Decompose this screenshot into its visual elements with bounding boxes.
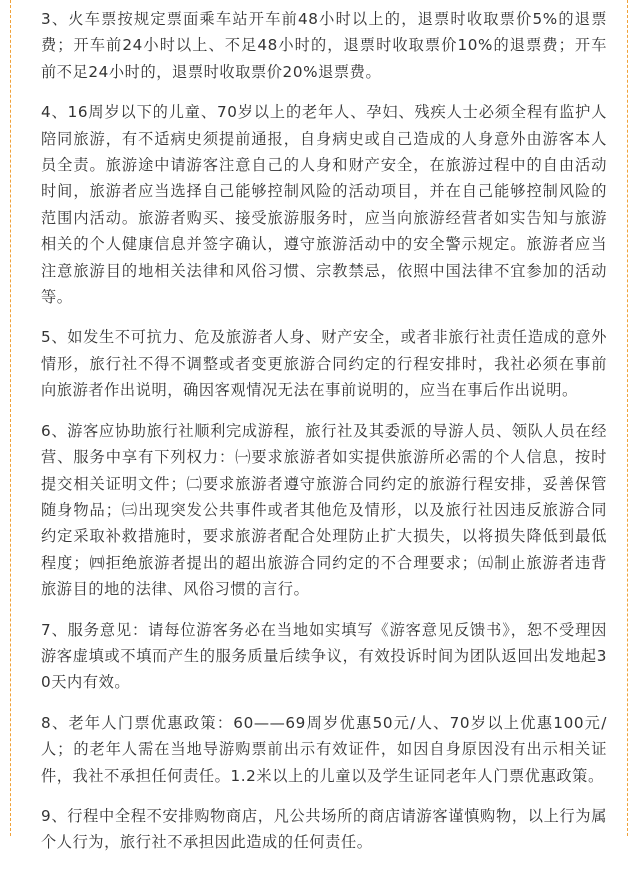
clause-5-force-majeure: 5、如发生不可抗力、危及旅游者人身、财产安全，或者非旅行社责任造成的意外情形，旅行社不得不调整或者变更旅游合同约定的行程安排时，我社必须在事前向旅游者作出说明，确因客观情况无法在事前说明的，应当在事后作出说明。 (41, 328, 607, 400)
clause-4-safety: 4、16周岁以下的儿童、70岁以上的老年人、孕妇、残疾人士必须全程有监护人陪同旅游，有不适病史须提前通报，自身病史或自己造成的人身意外由游客本人员全责。旅游途中请游客注意自己的人身和财产安全，在旅游过程中的自由活动时间，旅游者应当选择自己能够控制风险的活动项目，并在自己能够控制风险的范围内活动。旅游者购买、接受旅游服务时，应当向旅游经营者如实告知与旅游相关的个人健康信息并签字确认，遵守旅游活动中的安全警示规定。旅游者应当注意旅游目的地相关法律和风俗习惯、宗教禁忌，依照中国法律不宜参加的活动等。 (41, 103, 607, 307)
clause-3-ticket-refund: 3、火车票按规定票面乘车站开车前48小时以上的，退票时收取票价5%的退票费；开车前24小时以上、不足48小时的，退票时收取票价10%的退票费；开车前不足24小时的，退票时收取票价20%退票费。 (41, 10, 607, 81)
notice-content (41, 6, 607, 870)
clause-6-agency-rights: 6、游客应协助旅行社顺利完成游程，旅行社及其委派的导游人员、领队人员在经营、服务中享有下列权力：㈠要求旅游者如实提供旅游所必需的个人信息，按时提交相关证明文件；㈡要求旅游者遵守旅游合同约定的旅游行程安排，妥善保管随身物品；㈢出现突发公共事件或者其他危及情形，以及旅行社因违反旅游合同约定采取补救措施时，要求旅游者配合处理防止扩大损失，以将损失降低到最低程度；㈣拒绝旅游者提出的超出旅游合同约定的不合理要求；㈤制止旅游者违背旅游目的地的法律、风俗习惯的言行。 (41, 421, 607, 599)
clause-7-feedback: 7、服务意见：请每位游客务必在当地如实填写《游客意见反馈书》，恕不受理因游客虚填或不填而产生的服务质量后续争议，有效投诉时间为团队返回出发地起30天内有效。 (41, 620, 607, 692)
clause-8-senior-discount: 8、老年人门票优惠政策：60——69周岁优惠50元/人、70岁以上优惠100元/人；的老年人需在当地导游购票前出示有效证件，如因自身原因没有出示相关证件，我社不承担任何责任。1.2米以上的儿童以及学生证同老年人门票优惠政策。 (41, 713, 607, 785)
clause-9-shopping: 9、行程中全程不安排购物商店，凡公共场所的商店请游客谨慎购物，以上行为属个人行为，旅行社不承担因此造成的任何责任。 (41, 806, 607, 852)
